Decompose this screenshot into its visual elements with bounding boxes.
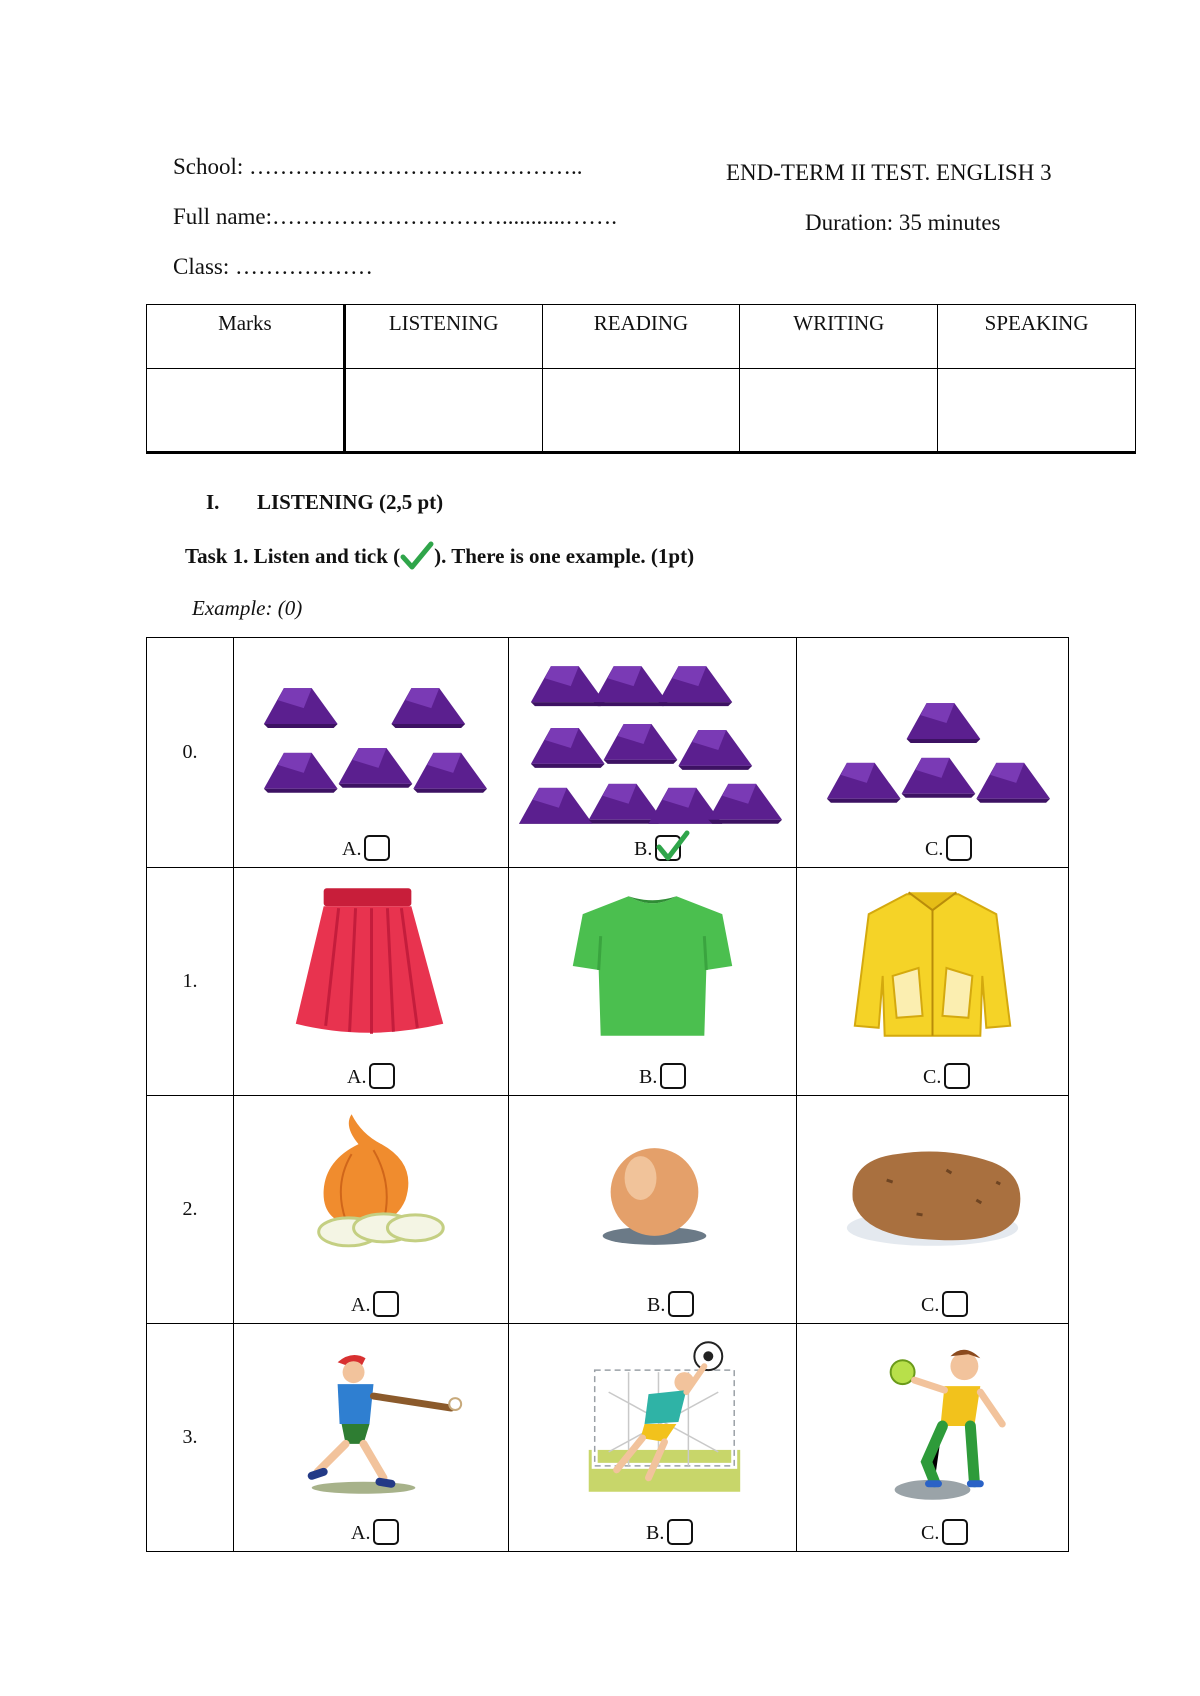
baseball-boy-picture	[234, 1332, 508, 1510]
class-field: Class: ………………	[173, 254, 373, 279]
tick-icon	[400, 541, 434, 571]
answer-checkbox[interactable]	[369, 1063, 395, 1089]
red-skirt-picture	[234, 876, 508, 1054]
marks-cell-speaking[interactable]	[938, 369, 1136, 453]
answer-checkbox[interactable]	[364, 835, 390, 861]
option-label: A.	[342, 838, 362, 860]
question-number: 3.	[147, 1324, 234, 1552]
section-title: LISTENING (2,5 pt)	[257, 490, 444, 514]
option-label: C.	[921, 1294, 940, 1316]
option-label: B.	[647, 1294, 666, 1316]
four-triangles-picture	[797, 646, 1068, 824]
answer-checkbox[interactable]	[373, 1519, 399, 1545]
answer-checkbox[interactable]	[942, 1519, 968, 1545]
task-prefix: Task 1. Listen and tick (	[185, 543, 401, 568]
question-number: 1.	[147, 868, 234, 1096]
option-label: A.	[347, 1066, 367, 1088]
answer-checkbox[interactable]	[660, 1063, 686, 1089]
onion-picture	[234, 1104, 508, 1282]
answer-checkbox[interactable]	[667, 1519, 693, 1545]
answer-checkbox[interactable]	[946, 835, 972, 861]
test-duration: Duration: 35 minutes	[805, 210, 1001, 235]
option-label: A.	[351, 1294, 371, 1316]
example-label: Example: (0)	[192, 596, 303, 620]
answer-checkbox[interactable]	[668, 1291, 694, 1317]
eleven-triangles-picture	[509, 646, 796, 824]
option-label: B.	[639, 1066, 658, 1088]
section-number: I.	[206, 490, 220, 514]
potato-picture	[797, 1104, 1068, 1282]
option-label: C.	[925, 838, 944, 860]
answer-checkbox[interactable]	[373, 1291, 399, 1317]
answer-checkbox[interactable]	[944, 1063, 970, 1089]
marks-cell-writing[interactable]	[740, 369, 938, 453]
bowling-boy-picture	[797, 1332, 1068, 1510]
option-label: A.	[351, 1522, 371, 1544]
option-label: C.	[921, 1522, 940, 1544]
fullname-field: Full name:…………………………...........…….	[173, 204, 618, 229]
answer-checkbox[interactable]	[942, 1291, 968, 1317]
green-t-shirt-picture	[509, 876, 796, 1054]
marks-table	[146, 304, 1136, 454]
question-grid	[146, 637, 1069, 1552]
test-title: END-TERM II TEST. ENGLISH 3	[726, 160, 1052, 185]
marks-cell-marks[interactable]	[147, 369, 345, 453]
egg-picture	[509, 1104, 796, 1282]
marks-cell-listening[interactable]	[344, 369, 542, 453]
yellow-jacket-picture	[797, 876, 1068, 1054]
marks-cell-reading[interactable]	[542, 369, 740, 453]
option-label: C.	[923, 1066, 942, 1088]
marks-header-speaking: SPEAKING	[938, 305, 1136, 369]
school-field: School: ……………………………………..	[173, 154, 583, 179]
question-number: 2.	[147, 1096, 234, 1324]
marks-header-writing: WRITING	[740, 305, 938, 369]
option-label: B.	[646, 1522, 665, 1544]
task-suffix: ). There is one example. (1pt)	[434, 543, 695, 568]
option-label: B.	[634, 838, 653, 860]
goalkeeper-boy-picture	[509, 1332, 796, 1510]
task-instruction	[185, 541, 694, 571]
answer-checkbox-checked[interactable]	[655, 835, 681, 861]
marks-header-listening: LISTENING	[344, 305, 542, 369]
six-triangles-picture	[234, 646, 508, 824]
marks-header-reading: READING	[542, 305, 740, 369]
question-number: 0.	[147, 638, 234, 868]
marks-header-marks: Marks	[147, 305, 345, 369]
